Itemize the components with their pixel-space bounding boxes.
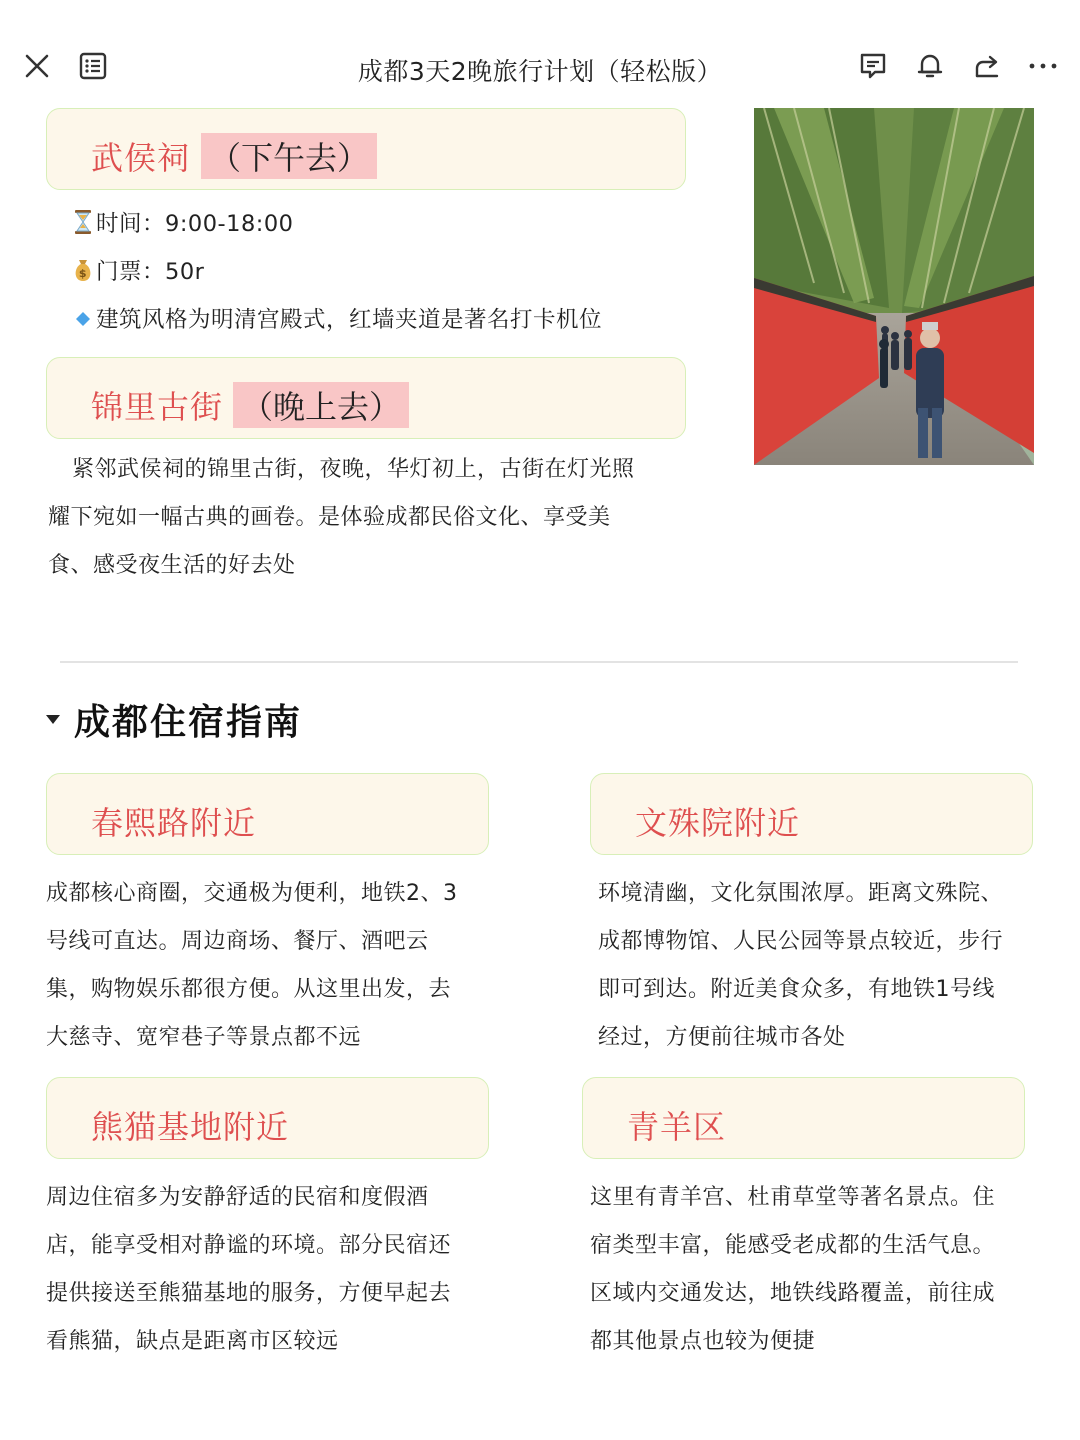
stay-desc-line: 号线可直达。周边商场、餐厅、酒吧云 [46,929,429,954]
stay-card-chunxi [46,773,489,855]
stay-desc-line: 即可到达。附近美食众多，有地铁1号线 [598,977,995,1002]
comment-icon [859,52,887,80]
stay-title: 文殊院附近 [635,804,801,842]
stay-card-panda [46,1077,489,1159]
notification-button[interactable] [908,44,952,88]
stay-desc-wenshu [598,870,1058,1062]
outline-list-icon [79,52,107,80]
stay-desc-line: 成都博物馆、人民公园等景点较近，步行 [598,929,1004,954]
close-button[interactable] [15,44,59,88]
wuhou-ticket-row [72,254,204,286]
blue-diamond-icon [72,305,94,331]
stay-desc-chunxi [46,870,506,1062]
stay-desc-line: 看熊猫，缺点是距离市区较远 [46,1329,339,1354]
stay-desc-line: 环境清幽，文化氛围浓厚。距离文殊院、 [598,881,1004,906]
money-bag-icon [72,257,94,283]
hourglass-icon [72,209,94,235]
stay-title: 熊猫基地附近 [91,1108,290,1146]
page-title: 成都3天2晚旅行计划（轻松版） [357,57,723,86]
top-bar [0,0,1080,100]
jinli-title: 锦里古街 [91,388,224,426]
jinli-desc-line: 耀下宛如一幅古典的画卷。是体验成都民俗文化、享受美 [48,505,611,530]
bell-icon [916,52,944,80]
section-divider [60,661,1018,663]
share-icon [973,52,1001,80]
wuhou-tag: （下午去） [201,133,377,179]
stay-desc-line: 都其他景点也较为便捷 [590,1329,816,1354]
wuhou-note-row [72,302,602,334]
jinli-description [48,446,688,590]
stay-title: 青羊区 [627,1108,727,1146]
wuhou-red-wall-photo[interactable] [754,108,1034,465]
stay-desc-line: 店，能享受相对静谧的环境。部分民宿还 [46,1233,452,1258]
comment-button[interactable] [851,44,895,88]
stay-section-heading[interactable] [46,694,302,745]
jinli-card [46,357,686,439]
stay-desc-line: 周边住宿多为安静舒适的民宿和度假酒 [46,1185,429,1210]
wuhou-card [46,108,686,190]
stay-desc-line: 集，购物娱乐都很方便。从这里出发，去 [46,977,452,1002]
stay-card-wenshu [590,773,1033,855]
wuhou-title: 武侯祠 [91,139,191,177]
share-button[interactable] [965,44,1009,88]
stay-card-qingyang [582,1077,1025,1159]
more-button[interactable] [1021,44,1065,88]
outline-button[interactable] [71,44,115,88]
svg-text:$: $ [78,267,88,280]
stay-desc-line: 大慈寺、宽窄巷子等景点都不远 [46,1025,362,1050]
stay-desc-line: 这里有青羊宫、杜甫草堂等著名景点。住 [590,1185,996,1210]
jinli-desc-line: 食、感受夜生活的好去处 [48,553,296,578]
stay-desc-line: 经过，方便前往城市各处 [598,1025,846,1050]
stay-desc-line: 宿类型丰富，能感受老成都的生活气息。 [590,1233,996,1258]
wuhou-time: 时间：9:00-18:00 [96,211,294,237]
wuhou-note: 建筑风格为明清宫殿式，红墙夹道是著名打卡机位 [96,307,603,333]
stay-title: 春熙路附近 [91,804,257,842]
stay-heading-text: 成都住宿指南 [74,702,303,743]
stay-desc-panda [46,1174,506,1366]
close-icon [24,53,50,79]
stay-desc-line: 区域内交通发达，地铁线路覆盖，前往成 [590,1281,996,1306]
more-icon [1028,61,1058,71]
jinli-tag: （晚上去） [233,382,409,428]
stay-desc-line: 提供接送至熊猫基地的服务，方便早起去 [46,1281,452,1306]
collapse-caret-icon[interactable] [46,715,60,724]
wuhou-ticket: 门票：50r [96,259,205,285]
jinli-desc-line: 紧邻武侯祠的锦里古街，夜晚，华灯初上，古街在灯光照 [72,457,635,482]
wuhou-time-row [72,206,294,238]
stay-desc-line: 成都核心商圈，交通极为便利，地铁2、3 [46,881,458,906]
stay-desc-qingyang [590,1174,1060,1366]
